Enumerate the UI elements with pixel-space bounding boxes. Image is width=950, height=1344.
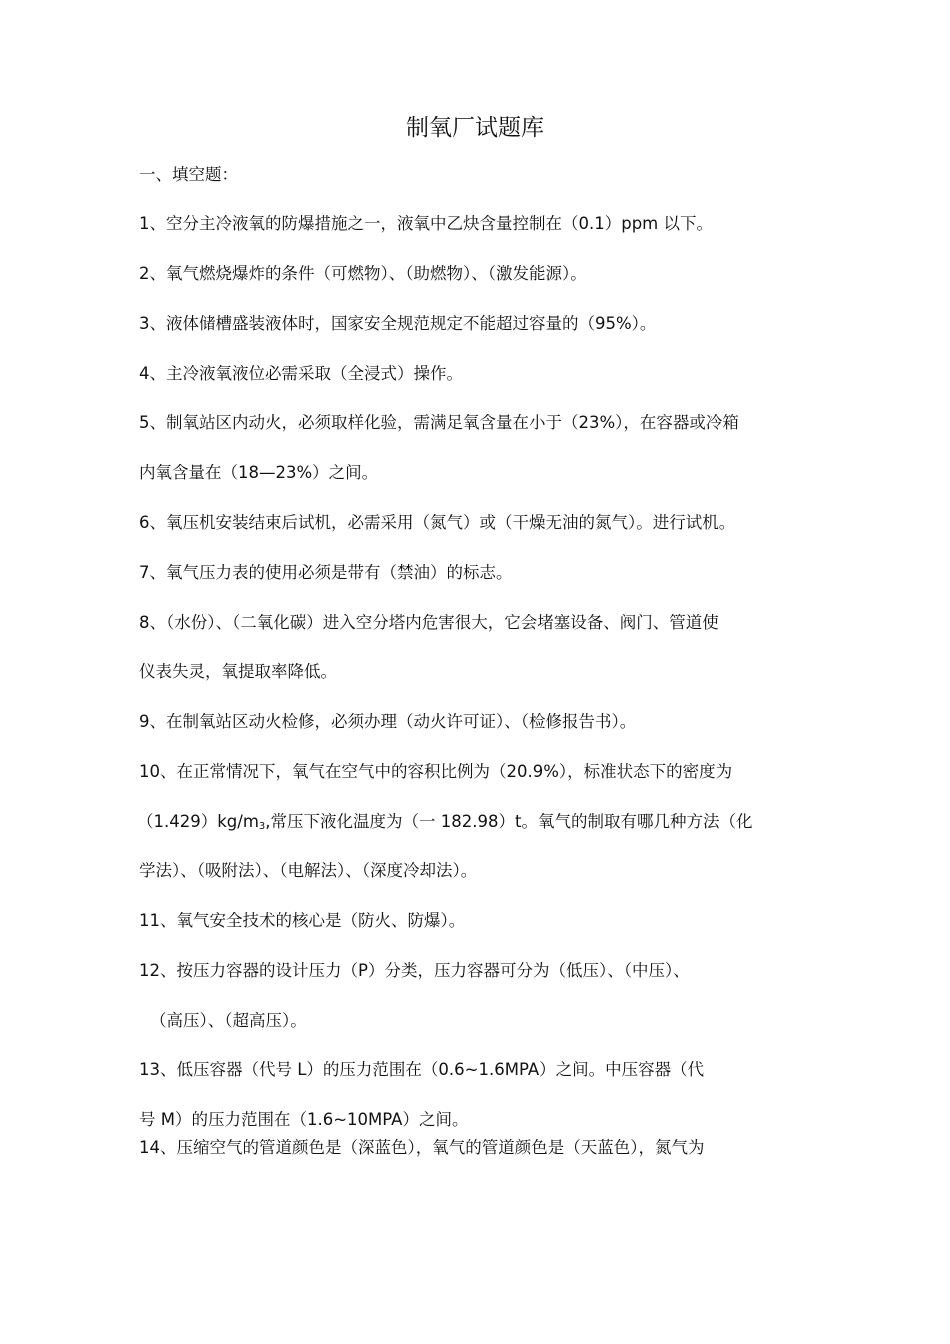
question-line-continued: 仪表失灵，氧提取率降低。 [139,662,337,681]
question-line-continued: 号 M）的压力范围在（1.6~10MPA）之间。 [139,1110,469,1129]
question-line-continued: 内氧含量在（18—23%）之间。 [139,463,379,482]
unit-subscript: 3 [258,821,266,832]
question-line: 4、主冷液氧液位必需采取（全浸式）操作。 [139,364,463,383]
question-line-continued [137,810,837,839]
question-line: 11、氧气安全技术的核心是（防火、防爆）。 [139,911,466,930]
question-line: 5、制氧站区内动火，必须取样化验，需满足氧含量在小于（23%），在容器或冷箱 [139,413,739,432]
question-line: 9、在制氧站区动火检修，必须办理（动火许可证）、（检修报告书）。 [139,712,637,731]
line-remainder: ,常压下液化温度为（一 182.98）t。氧气的制取有哪几种方法（化 [265,812,753,831]
question-line: 10、在正常情况下，氧气在空气中的容积比例为（20.9%），标准状态下的密度为 [139,762,733,781]
question-line-continued: （高压）、（超高压）。 [150,1011,307,1030]
question-line: 8、（水份）、（二氧化碳）进入空分塔内危害很大，它会堵塞设备、阀门、管道使 [139,613,719,632]
question-line: 13、低压容器（代号 L）的压力范围在（0.6~1.6MPA）之间。中压容器（代 [139,1060,705,1079]
question-line: 3、液体储槽盛装液体时，国家安全规范规定不能超过容量的（95%）。 [139,314,657,333]
question-line: 12、按压力容器的设计压力（P）分类，压力容器可分为（低压）、（中压）、 [139,961,690,980]
question-line: 2、氧气燃烧爆炸的条件（可燃物）、（助燃物）、（激发能源）。 [139,264,587,283]
section-heading: 一、填空题： [139,165,238,184]
question-line-continued: 学法）、（吸附法）、（电解法）、（深度冷却法）。 [139,861,478,880]
document-title: 制氧厂试题库 [406,115,544,141]
question-line: 7、氧气压力表的使用必须是带有（禁油）的标志。 [139,563,513,582]
question-line: 14、压缩空气的管道颜色是（深蓝色），氧气的管道颜色是（天蓝色），氮气为 [139,1138,705,1157]
question-line: 6、氧压机安装结束后试机，必需采用（氮气）或（干燥无油的氮气）。进行试机。 [139,513,736,532]
question-line: 1、空分主冷液氧的防爆措施之一，液氧中乙炔含量控制在（0.1）ppm 以下。 [139,214,714,233]
density-value: （1.429）kg/m [137,812,259,831]
